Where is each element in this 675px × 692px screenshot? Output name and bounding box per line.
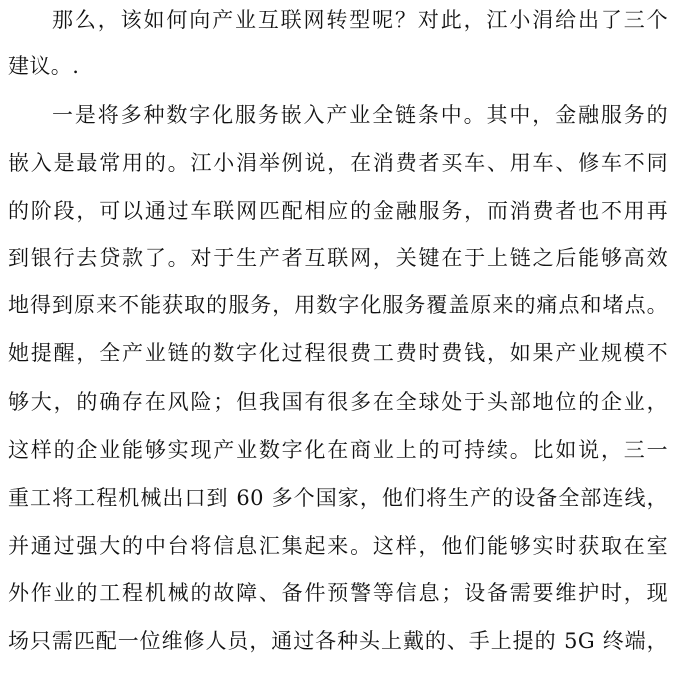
- paragraph-2-line-8: 这样的企业能够实现产业数字化在商业上的可持续。比如说，三一: [8, 438, 668, 462]
- paragraph-2-line-11: 外作业的工程机械的故障、备件预警等信息；设备需要维护时，现: [8, 581, 668, 605]
- paragraph-2-line-9: 重工将工程机械出口到 60 多个国家，他们将生产的设备全部连线，: [8, 486, 668, 510]
- paragraph-2-line-2: 嵌入是最常用的。江小涓举例说，在消费者买车、用车、修车不同: [8, 151, 668, 175]
- paragraph-1-line-1: 那么，该如何向产业互联网转型呢？对此，江小涓给出了三个: [52, 8, 668, 32]
- paragraph-2-line-1: 一是将多种数字化服务嵌入产业全链条中。其中，金融服务的: [52, 103, 668, 127]
- paragraph-2-line-7: 够大，的确存在风险；但我国有很多在全球处于头部地位的企业，: [8, 390, 668, 414]
- paragraph-2-line-3: 的阶段，可以通过车联网匹配相应的金融服务，而消费者也不用再: [8, 199, 668, 223]
- paragraph-2-line-10: 并通过强大的中台将信息汇集起来。这样，他们能够实时获取在室: [8, 534, 668, 558]
- paragraph-1-line-2: 建议。.: [8, 54, 80, 78]
- paragraph-2-line-4: 到银行去贷款了。对于生产者互联网，关键在于上链之后能够高效: [8, 246, 668, 270]
- paragraph-2-line-5: 地得到原来不能获取的服务，用数字化服务覆盖原来的痛点和堵点。: [8, 293, 668, 317]
- paragraph-2-line-6: 她提醒，全产业链的数字化过程很费工费时费钱，如果产业规模不: [8, 341, 668, 365]
- paragraph-2-line-12: 场只需匹配一位维修人员，通过各种头上戴的、手上提的 5G 终端，: [8, 629, 668, 653]
